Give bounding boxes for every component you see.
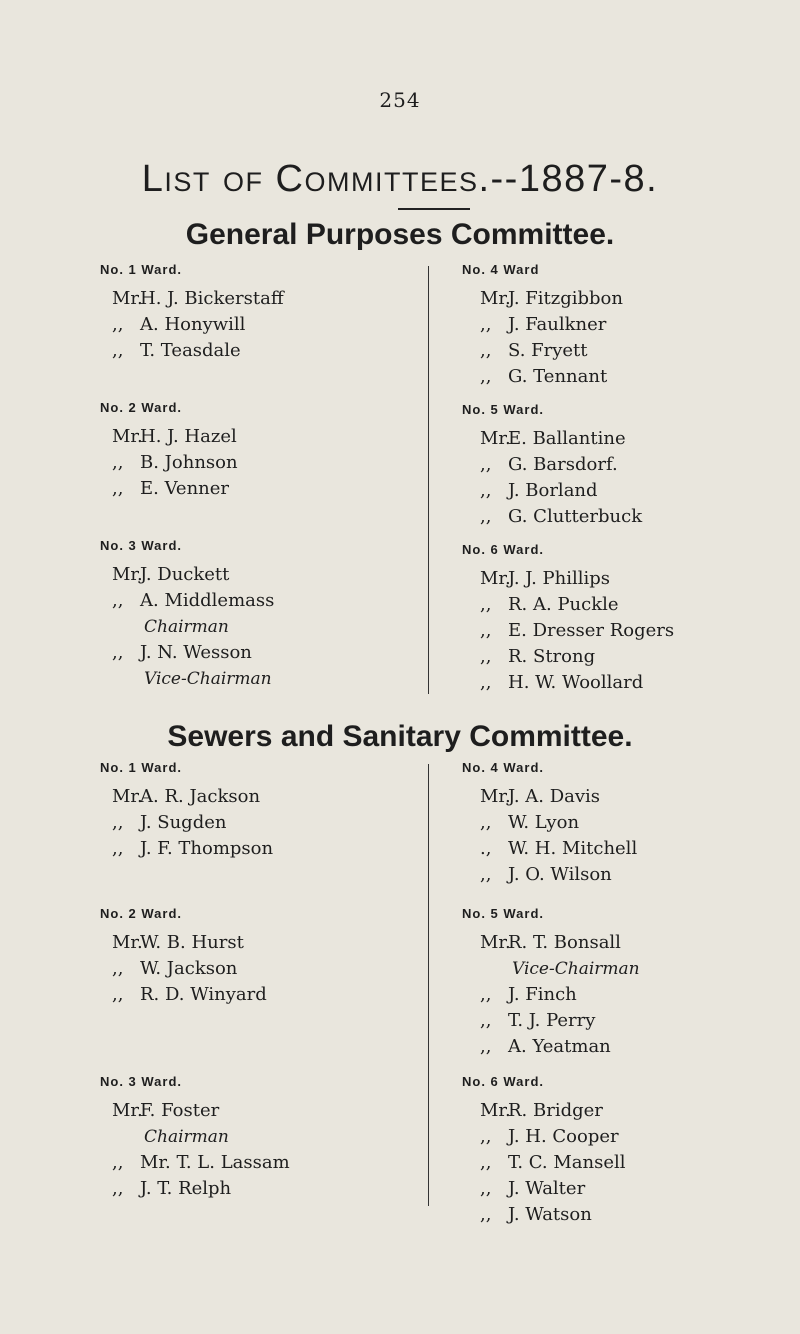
member-name: J. A. Davis [508,786,601,807]
member-prefix: Mr. [480,288,511,309]
member-role: Vice-Chairman [512,959,640,979]
member-prefix: ,, [480,366,492,387]
member-name: J. Sugden [140,812,227,833]
ward-heading: No. 4 Ward [462,262,540,277]
member-prefix: ,, [480,1204,492,1225]
ward-block [462,402,800,530]
ward-block [100,906,442,1008]
member-name: J. Duckett [140,564,230,585]
member-name: R. Strong [508,646,596,667]
member-entry [480,426,800,452]
ward-block [462,542,800,696]
member-entry [112,810,442,836]
member-entry [480,1176,800,1202]
member-prefix: ,, [112,452,124,473]
member-entry [112,1150,442,1176]
member-name: W. Jackson [140,958,238,979]
ward-heading: No. 2 Ward. [100,906,183,921]
member-role: Chairman [144,617,229,637]
member-entry [480,1008,800,1034]
member-prefix: Mr. [112,1100,143,1121]
member-name: J. J. Phillips [508,568,611,589]
member-prefix: ,, [480,984,492,1005]
member-entry [112,286,442,312]
member-name: J. T. Relph [140,1178,232,1199]
member-name: J. Fitzgibbon [508,288,623,309]
member-entry [480,592,800,618]
member-name: W. Lyon [508,812,580,833]
ward-heading: No. 6 Ward. [462,542,545,557]
member-prefix: ,, [480,1126,492,1147]
member-entry [480,1150,800,1176]
member-entry [480,338,800,364]
member-name: E. Venner [140,478,230,499]
member-name: W. H. Mitchell [508,838,638,859]
member-prefix: Mr. [480,428,511,449]
member-name: E. Ballantine [508,428,626,449]
member-entry [480,784,800,810]
ward-block [100,538,442,692]
member-name: J. Borland [508,480,598,501]
ward-heading: No. 6 Ward. [462,1074,545,1089]
member-name: J. H. Cooper [508,1126,619,1147]
member-prefix: ,, [112,958,124,979]
ward-block [462,760,800,888]
member-prefix: ,, [480,1036,492,1057]
member-name: J. N. Wesson [140,642,252,663]
member-entry [480,312,800,338]
member-prefix: ,, [480,864,492,885]
member-prefix: ,, [112,314,124,335]
member-prefix: Mr. [112,288,143,309]
member-prefix: ,, [112,1152,124,1173]
member-prefix: ,, [112,838,124,859]
member-prefix: ,, [112,340,124,361]
member-prefix: Mr. [112,426,143,447]
member-prefix: ,, [112,812,124,833]
member-name: R. A. Puckle [508,594,619,615]
member-entry [112,982,442,1008]
member-prefix: ,, [480,620,492,641]
member-prefix: ,, [480,812,492,833]
member-entry [480,982,800,1008]
member-entry [480,1098,800,1124]
member-entry [112,424,442,450]
member-name: T. Teasdale [140,340,241,361]
member-name: A. R. Jackson [140,786,261,807]
member-name: J. Faulkner [508,314,607,335]
member-entry [480,810,800,836]
member-entry [112,476,442,502]
page-number: 254 [379,88,421,112]
member-role: Chairman [144,1127,229,1147]
member-name: G. Clutterbuck [508,506,643,527]
ward-block [462,1074,800,1228]
member-entry [480,1034,800,1060]
member-name: S. Fryett [508,340,588,361]
member-entry [112,836,442,862]
member-entry [112,784,442,810]
member-prefix: ,, [480,454,492,475]
member-prefix: ., [480,838,492,859]
ward-heading: No. 1 Ward. [100,760,183,775]
member-prefix: ,, [480,1152,492,1173]
member-name: T. J. Perry [508,1010,596,1031]
member-entry [480,504,800,530]
member-entry [480,1124,800,1150]
member-name: A. Honywill [140,314,246,335]
member-prefix: Mr. [480,1100,511,1121]
member-entry [112,588,442,614]
ward-block [462,906,800,1060]
member-entry [480,670,800,696]
member-name: H. J. Bickerstaff [140,288,284,309]
member-name: J. F. Thompson [140,838,274,859]
member-prefix: ,, [480,480,492,501]
ward-heading: No. 3 Ward. [100,538,183,553]
member-prefix: Mr. [112,564,143,585]
section-title-general-purposes: General Purposes Committee. [185,218,615,251]
member-prefix: Mr. [480,786,511,807]
member-entry [112,1176,442,1202]
member-entry [480,566,800,592]
member-entry [480,836,800,862]
member-name: A. Yeatman [508,1036,611,1057]
member-prefix: ,, [480,340,492,361]
member-entry [112,562,442,588]
member-prefix: Mr. [112,932,143,953]
ward-heading: No. 1 Ward. [100,262,183,277]
member-prefix: ,, [112,1178,124,1199]
member-name: R. D. Winyard [140,984,267,1005]
member-entry [112,312,442,338]
ward-block [100,262,442,364]
member-prefix: ,, [480,646,492,667]
member-name: B. Johnson [140,452,238,473]
member-prefix: ,, [480,672,492,693]
member-prefix: ,, [112,642,124,663]
member-prefix: ,, [480,1010,492,1031]
member-prefix: ,, [480,1178,492,1199]
member-entry [480,930,800,956]
member-name: H. J. Hazel [140,426,237,447]
member-entry [112,640,442,666]
member-role: Vice-Chairman [144,669,272,689]
member-entry [112,956,442,982]
member-entry [480,1202,800,1228]
member-name: J. Watson [508,1204,592,1225]
member-name: R. Bridger [508,1100,603,1121]
member-name: G. Barsdorf. [508,454,618,475]
member-prefix: Mr. [480,932,511,953]
member-prefix: Mr. [480,568,511,589]
member-name: G. Tennant [508,366,608,387]
member-name: T. C. Mansell [508,1152,626,1173]
member-name: R. T. Bonsall [508,932,621,953]
member-entry [480,364,800,390]
member-name: Mr. T. L. Lassam [140,1152,290,1173]
member-prefix: ,, [112,984,124,1005]
member-entry [480,452,800,478]
member-entry [480,478,800,504]
member-entry [112,338,442,364]
member-entry [480,286,800,312]
ward-heading: No. 3 Ward. [100,1074,183,1089]
member-prefix: ,, [480,506,492,527]
member-entry [480,644,800,670]
member-entry [480,618,800,644]
member-prefix: ,, [112,478,124,499]
member-entry [112,450,442,476]
ward-heading: No. 2 Ward. [100,400,183,415]
title-rule [398,208,470,210]
ward-heading: No. 5 Ward. [462,402,545,417]
member-entry [112,930,442,956]
member-name: W. B. Hurst [140,932,244,953]
member-name: J. Walter [508,1178,586,1199]
member-name: E. Dresser Rogers [508,620,675,641]
ward-block [100,760,442,862]
member-name: F. Foster [140,1100,220,1121]
member-entry [112,1098,442,1124]
member-entry [480,862,800,888]
member-name: J. O. Wilson [508,864,612,885]
ward-heading: No. 4 Ward. [462,760,545,775]
member-prefix: ,, [480,594,492,615]
member-name: H. W. Woollard [508,672,644,693]
ward-block [100,400,442,502]
section-title-sewers-sanitary: Sewers and Sanitary Committee. [167,720,633,753]
ward-block [100,1074,442,1202]
page-title: List of Committees.--1887-8. [141,158,659,200]
member-name: A. Middlemass [140,590,275,611]
member-prefix: ,, [480,314,492,335]
ward-heading: No. 5 Ward. [462,906,545,921]
member-prefix: Mr. [112,786,143,807]
ward-block [462,262,800,390]
member-prefix: ,, [112,590,124,611]
member-name: J. Finch [508,984,577,1005]
